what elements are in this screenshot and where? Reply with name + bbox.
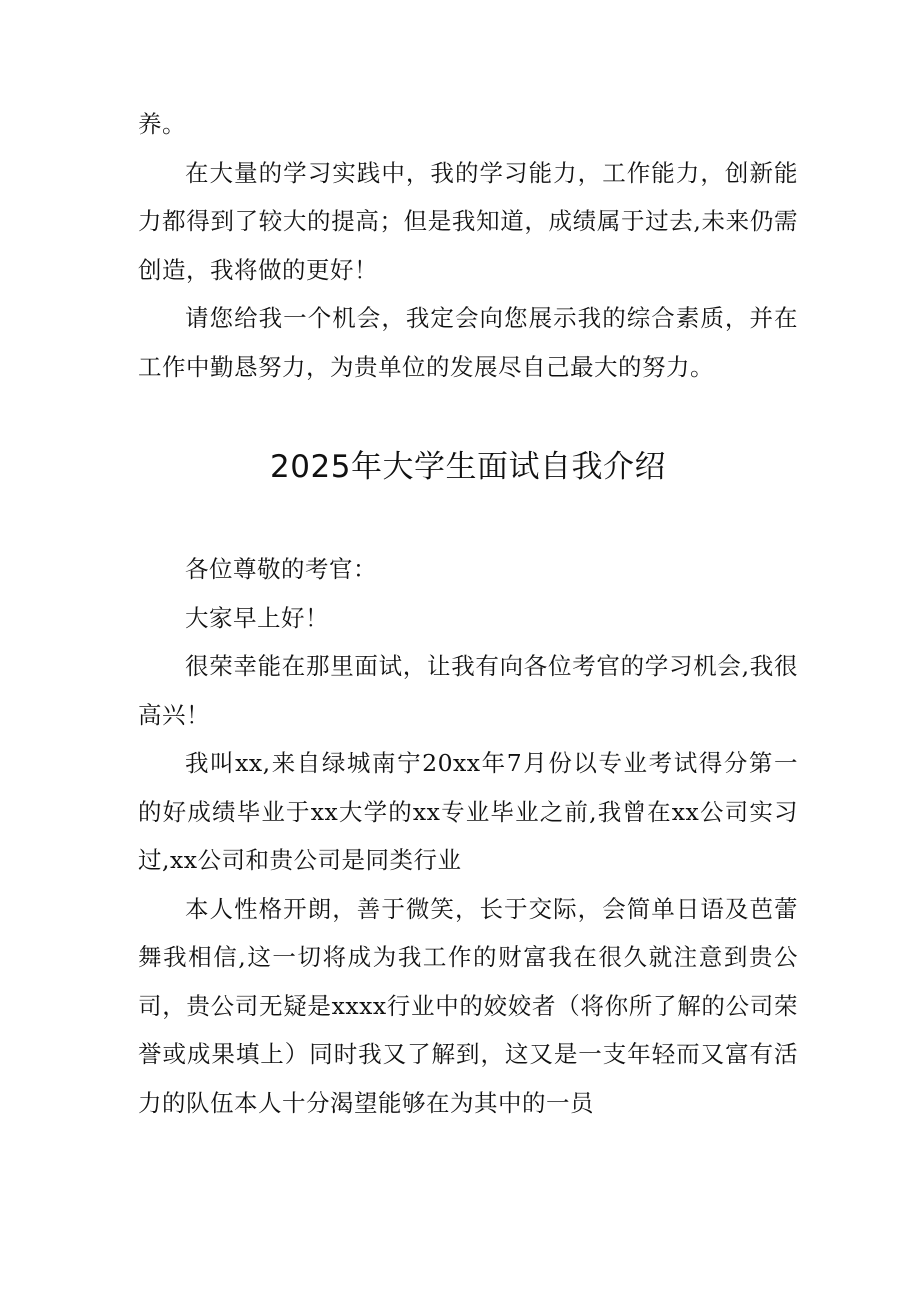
- paragraph-greeting: 大家早上好！: [185, 603, 329, 632]
- paragraph-continuation: 养。: [138, 110, 186, 138]
- paragraph-learning-ability: 在大量的学习实践中，我的学习能力，工作能力，创新能力都得到了较大的提高；但是我知道，成绩属于过去,未来仍需创造，我将做的更好！: [138, 158, 798, 284]
- section-title: 2025年大学生面试自我介绍: [270, 449, 666, 485]
- paragraph-personality: 本人性格开朗，善于微笑，长于交际，会简单日语及芭蕾舞我相信,这一切将成为我工作的财富我在很久就注意到贵公司，贵公司无疑是xxxx行业中的姣姣者（将你所了解的公司荣誉或成果填上）同时我又了解到，这又是一支年轻而又富有活力的队伍本人十分渴望能够在为其中的一员: [138, 894, 798, 1117]
- paragraph-honored: 很荣幸能在那里面试，让我有向各位考官的学习机会,我很高兴！: [138, 652, 798, 729]
- paragraph-background: 我叫xx,来自绿城南宁20xx年7月份以专业考试得分第一的好成绩毕业于xx大学的xx专业毕业之前,我曾在xx公司实习过,xx公司和贵公司是同类行业: [138, 749, 798, 874]
- document-content: [138, 100, 798, 1127]
- paragraph-request-opportunity: 请您给我一个机会，我定会向您展示我的综合素质，并在工作中勤恳努力，为贵单位的发展尽自己最大的努力。: [138, 304, 798, 381]
- paragraph-salutation: 各位尊敬的考官：: [185, 555, 377, 583]
